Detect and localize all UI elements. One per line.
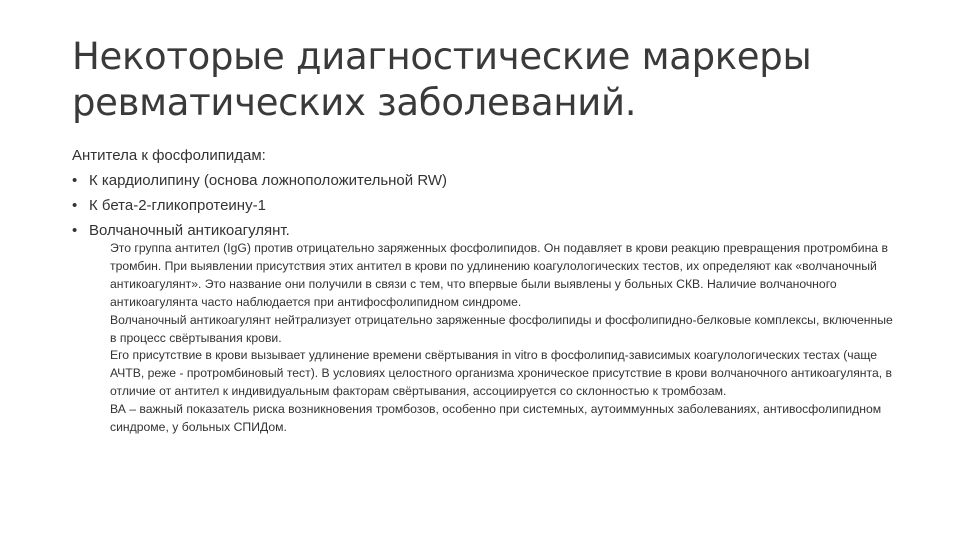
details-paragraph: ВА – важный показатель риска возникновения тромбозов, особенно при системных, аутоиммунных заболеваниях, антивосфолипидном синдроме, у больных СПИДом.: [110, 402, 882, 435]
slide-title: [72, 34, 892, 126]
bullet-item: [72, 193, 892, 218]
bullet-text: Волчаночный антикоагулянт.: [89, 222, 290, 239]
bullet-item: [72, 168, 892, 193]
bullet-text: К бета-2-гликопротеину-1: [89, 197, 266, 214]
details-paragraph: Его присутствие в крови вызывает удлинение времени свёртывания in vitro в фосфолипид-зависимых коагулологических тестах (чаще АЧТВ, реже - протромбиновый тест). В условиях целостного организма хроническое присутствие в крови волчаночного антикоагулянта, в отличие от антител к индивидуальным факторам свёртывания, ассоциируется со склонностью к тромбозам.: [110, 348, 892, 399]
title-line-2: ревматических заболеваний.: [72, 81, 637, 124]
bullet-icon: •: [72, 172, 78, 189]
bullet-icon: •: [72, 222, 78, 239]
bullet-icon: •: [72, 197, 78, 214]
details-block: [110, 240, 895, 437]
lead-text: Антитела к фосфолипидам:: [72, 147, 266, 164]
slide-content: [72, 143, 892, 243]
title-line-1: Некоторые диагностические маркеры: [72, 35, 812, 78]
bullet-list: [72, 168, 892, 243]
details-paragraph: Это группа антител (IgG) против отрицательно заряженных фосфолипидов. Он подавляет в крови реакцию превращения протромбина в тромбин. При выявлении присутствия этих антител в крови по удлинению коагулологических тестов, их определяют как «волчаночный антикоагулянт». Это название они получили в связи с тем, что впервые были выявлены у больных СКВ. Наличие волчаночного антикоагулянта часто наблюдается при антифосфолипидном синдроме.: [110, 241, 888, 309]
bullet-text: К кардиолипину (основа ложноположительной RW): [89, 172, 448, 189]
details-paragraph: Волчаночный антикоагулянт нейтрализует отрицательно заряженные фосфолипиды и фосфолипидно-белковые комплексы, включенные в процесс свёртывания крови.: [110, 312, 893, 345]
